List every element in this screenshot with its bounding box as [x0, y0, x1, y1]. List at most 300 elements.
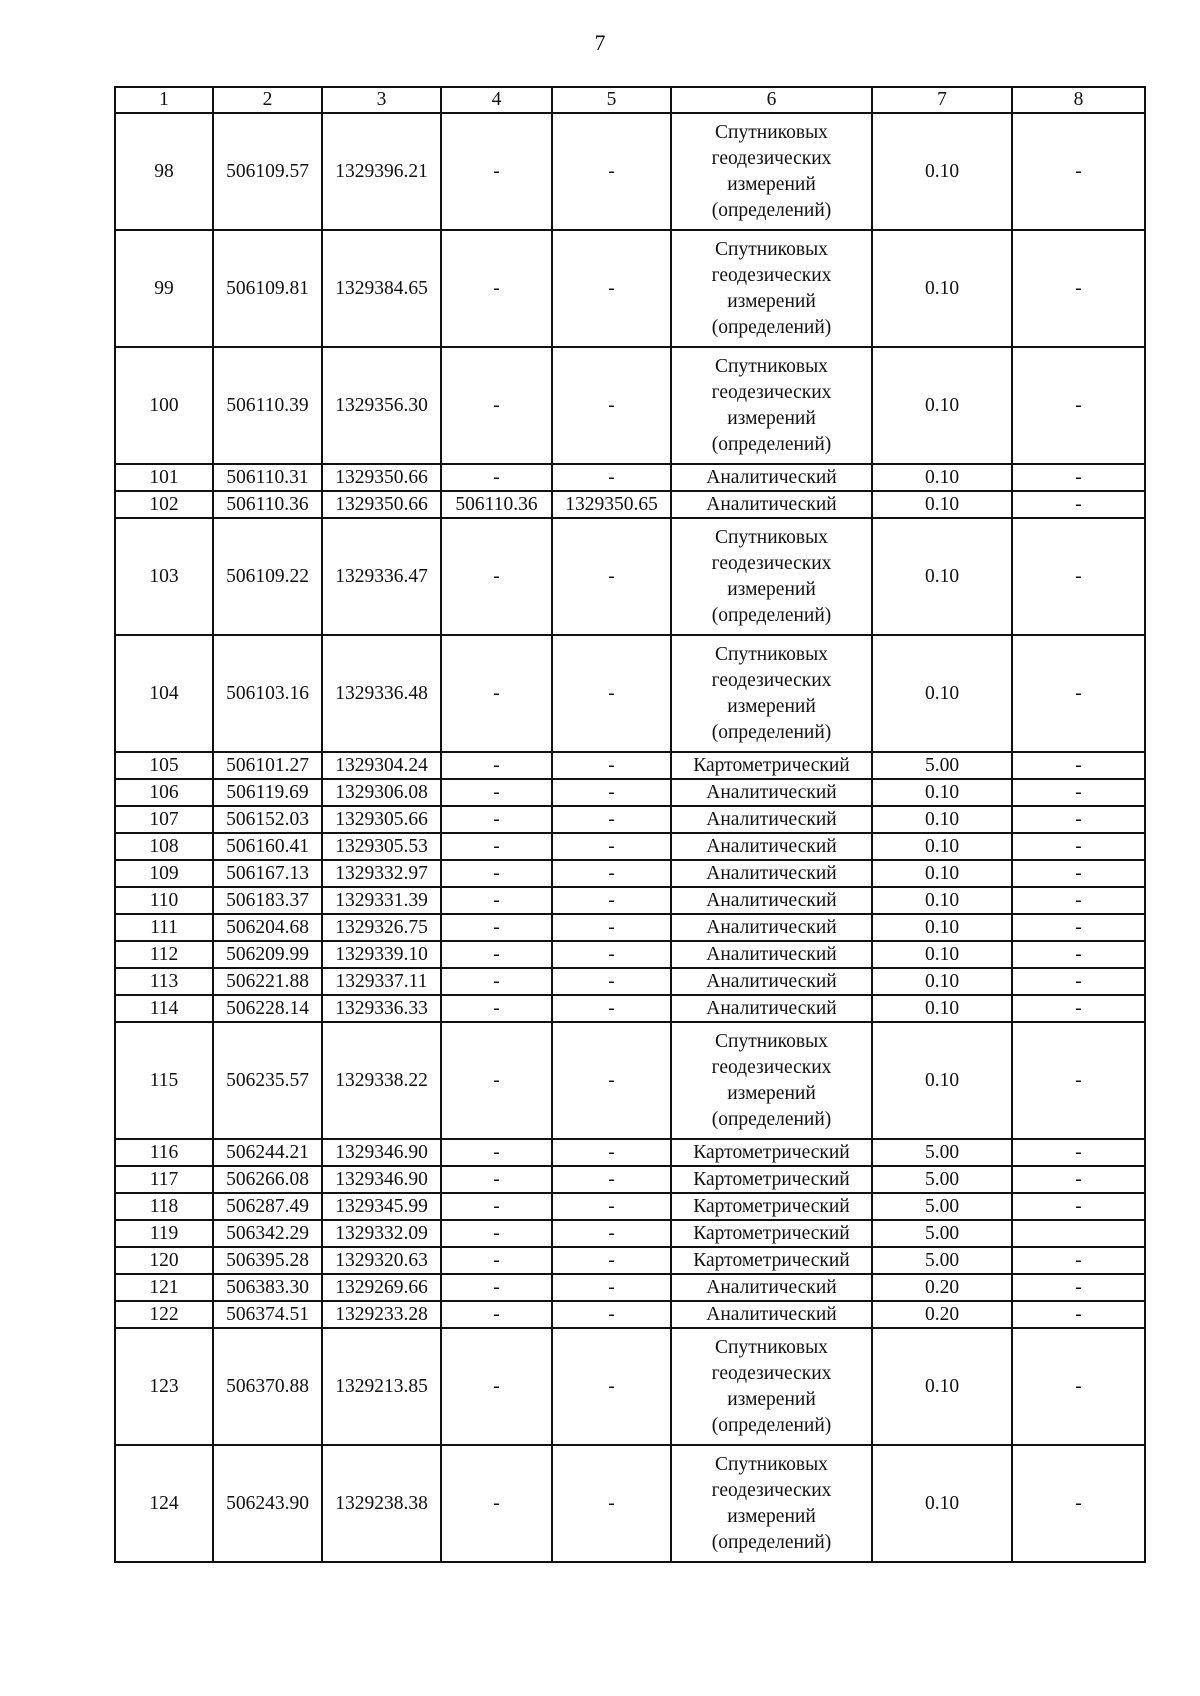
table-row [115, 1220, 1145, 1247]
note-cell: - [1012, 833, 1145, 860]
x-coordinate-cell: 506160.41 [213, 833, 322, 860]
accuracy-cell: 0.10 [872, 995, 1012, 1022]
method-text: Спутниковых [715, 1336, 828, 1358]
method-text: Картометрический [693, 1222, 850, 1244]
method-cell [671, 1166, 872, 1193]
method-text: (определений) [711, 1531, 832, 1553]
method-cell [671, 779, 872, 806]
accuracy-cell: 0.10 [872, 230, 1012, 347]
point-number-cell: 107 [115, 806, 213, 833]
note-cell: - [1012, 1166, 1145, 1193]
point-number-cell: 105 [115, 752, 213, 779]
y-coordinate-cell: 1329350.66 [322, 464, 441, 491]
table-row [115, 1193, 1145, 1220]
table-row [115, 518, 1145, 635]
y-old-coordinate-cell: - [552, 230, 671, 347]
y-coordinate-cell: 1329320.63 [322, 1247, 441, 1274]
y-old-coordinate-cell: - [552, 833, 671, 860]
method-text: измерений [727, 1388, 816, 1410]
x-old-coordinate-cell: - [441, 887, 552, 914]
y-old-coordinate-cell: - [552, 806, 671, 833]
method-text: Спутниковых [715, 1030, 828, 1052]
method-text: Аналитический [706, 466, 837, 488]
y-old-coordinate-cell: - [552, 1328, 671, 1445]
y-old-coordinate-cell: - [552, 113, 671, 230]
y-old-coordinate-cell: 1329350.65 [552, 491, 671, 518]
method-text: измерений [727, 578, 816, 600]
method-text: (определений) [711, 1414, 832, 1436]
table-row [115, 491, 1145, 518]
y-old-coordinate-cell: - [552, 1247, 671, 1274]
x-coordinate-cell: 506383.30 [213, 1274, 322, 1301]
x-old-coordinate-cell: - [441, 968, 552, 995]
accuracy-cell: 5.00 [872, 1220, 1012, 1247]
y-coordinate-cell: 1329213.85 [322, 1328, 441, 1445]
method-cell [671, 1328, 872, 1445]
method-cell [671, 968, 872, 995]
x-coordinate-cell: 506243.90 [213, 1445, 322, 1562]
table-row [115, 806, 1145, 833]
column-header: 5 [552, 87, 671, 113]
x-old-coordinate-cell: - [441, 113, 552, 230]
y-old-coordinate-cell: - [552, 1301, 671, 1328]
x-old-coordinate-cell: - [441, 995, 552, 1022]
y-coordinate-cell: 1329356.30 [322, 347, 441, 464]
y-old-coordinate-cell: - [552, 1139, 671, 1166]
accuracy-cell: 0.20 [872, 1274, 1012, 1301]
note-cell: - [1012, 347, 1145, 464]
x-coordinate-cell: 506244.21 [213, 1139, 322, 1166]
y-old-coordinate-cell: - [552, 779, 671, 806]
x-old-coordinate-cell: - [441, 941, 552, 968]
y-old-coordinate-cell: - [552, 635, 671, 752]
method-text: Спутниковых [715, 643, 828, 665]
x-coordinate-cell: 506110.36 [213, 491, 322, 518]
point-number-cell: 109 [115, 860, 213, 887]
method-cell [671, 1247, 872, 1274]
note-cell: - [1012, 1328, 1145, 1445]
page-number: 7 [594, 30, 606, 55]
y-old-coordinate-cell: - [552, 968, 671, 995]
method-text: Картометрический [693, 1168, 850, 1190]
table-row [115, 113, 1145, 230]
method-cell [671, 1220, 872, 1247]
point-number-cell: 124 [115, 1445, 213, 1562]
x-coordinate-cell: 506209.99 [213, 941, 322, 968]
x-old-coordinate-cell: - [441, 779, 552, 806]
method-text: Спутниковых [715, 526, 828, 548]
column-header: 8 [1012, 87, 1145, 113]
table-row [115, 347, 1145, 464]
note-cell: - [1012, 635, 1145, 752]
accuracy-cell: 0.10 [872, 860, 1012, 887]
point-number-cell: 116 [115, 1139, 213, 1166]
method-cell [671, 995, 872, 1022]
point-number-cell: 103 [115, 518, 213, 635]
x-coordinate-cell: 506110.39 [213, 347, 322, 464]
method-cell [671, 518, 872, 635]
note-cell: - [1012, 1139, 1145, 1166]
note-cell: - [1012, 1193, 1145, 1220]
method-text: геодезических [711, 552, 832, 574]
y-coordinate-cell: 1329337.11 [322, 968, 441, 995]
accuracy-cell: 0.10 [872, 518, 1012, 635]
point-number-cell: 110 [115, 887, 213, 914]
accuracy-cell: 0.10 [872, 1022, 1012, 1139]
note-cell: - [1012, 1022, 1145, 1139]
y-coordinate-cell: 1329304.24 [322, 752, 441, 779]
note-cell: - [1012, 230, 1145, 347]
accuracy-cell: 0.10 [872, 968, 1012, 995]
table-row [115, 968, 1145, 995]
x-coordinate-cell: 506370.88 [213, 1328, 322, 1445]
point-number-cell: 119 [115, 1220, 213, 1247]
note-cell: - [1012, 752, 1145, 779]
x-coordinate-cell: 506119.69 [213, 779, 322, 806]
y-coordinate-cell: 1329305.53 [322, 833, 441, 860]
x-old-coordinate-cell: - [441, 914, 552, 941]
method-text: Аналитический [706, 943, 837, 965]
y-coordinate-cell: 1329336.47 [322, 518, 441, 635]
point-number-cell: 113 [115, 968, 213, 995]
accuracy-cell: 0.10 [872, 914, 1012, 941]
method-text: геодезических [711, 1479, 832, 1501]
note-cell: - [1012, 941, 1145, 968]
point-number-cell: 117 [115, 1166, 213, 1193]
x-old-coordinate-cell: - [441, 1274, 552, 1301]
method-text: измерений [727, 290, 816, 312]
point-number-cell: 98 [115, 113, 213, 230]
point-number-cell: 111 [115, 914, 213, 941]
method-cell [671, 635, 872, 752]
note-cell: - [1012, 914, 1145, 941]
x-coordinate-cell: 506287.49 [213, 1193, 322, 1220]
point-number-cell: 104 [115, 635, 213, 752]
note-cell: - [1012, 779, 1145, 806]
method-cell [671, 887, 872, 914]
table-row [115, 860, 1145, 887]
point-number-cell: 106 [115, 779, 213, 806]
x-old-coordinate-cell: - [441, 1193, 552, 1220]
table-row [115, 995, 1145, 1022]
y-old-coordinate-cell: - [552, 860, 671, 887]
accuracy-cell: 0.10 [872, 113, 1012, 230]
coordinates-table [114, 86, 1146, 1563]
method-text: Аналитический [706, 862, 837, 884]
x-coordinate-cell: 506103.16 [213, 635, 322, 752]
y-coordinate-cell: 1329332.09 [322, 1220, 441, 1247]
accuracy-cell: 0.10 [872, 806, 1012, 833]
y-old-coordinate-cell: - [552, 347, 671, 464]
x-old-coordinate-cell: - [441, 1247, 552, 1274]
y-coordinate-cell: 1329336.33 [322, 995, 441, 1022]
x-old-coordinate-cell: - [441, 1220, 552, 1247]
y-coordinate-cell: 1329238.38 [322, 1445, 441, 1562]
method-cell [671, 113, 872, 230]
accuracy-cell: 5.00 [872, 1247, 1012, 1274]
accuracy-cell: 5.00 [872, 1139, 1012, 1166]
point-number-cell: 121 [115, 1274, 213, 1301]
accuracy-cell: 0.10 [872, 464, 1012, 491]
column-header: 1 [115, 87, 213, 113]
method-text: измерений [727, 1505, 816, 1527]
table-row [115, 1445, 1145, 1562]
note-cell: - [1012, 464, 1145, 491]
accuracy-cell: 5.00 [872, 752, 1012, 779]
method-text: Картометрический [693, 1141, 850, 1163]
table-row [115, 914, 1145, 941]
y-old-coordinate-cell: - [552, 1166, 671, 1193]
accuracy-cell: 0.20 [872, 1301, 1012, 1328]
method-cell [671, 1445, 872, 1562]
table-row [115, 635, 1145, 752]
x-old-coordinate-cell: - [441, 230, 552, 347]
method-text: Аналитический [706, 493, 837, 515]
method-cell [671, 752, 872, 779]
y-old-coordinate-cell: - [552, 518, 671, 635]
method-cell [671, 1139, 872, 1166]
point-number-cell: 112 [115, 941, 213, 968]
note-cell: - [1012, 1247, 1145, 1274]
column-header: 6 [671, 87, 872, 113]
header-row [115, 87, 1145, 113]
method-text: Спутниковых [715, 1453, 828, 1475]
method-text: Картометрический [693, 1195, 850, 1217]
column-header: 7 [872, 87, 1012, 113]
x-coordinate-cell: 506109.22 [213, 518, 322, 635]
x-old-coordinate-cell: - [441, 1301, 552, 1328]
accuracy-cell: 5.00 [872, 1193, 1012, 1220]
y-coordinate-cell: 1329336.48 [322, 635, 441, 752]
method-cell [671, 230, 872, 347]
method-text: геодезических [711, 264, 832, 286]
method-cell [671, 941, 872, 968]
note-cell: - [1012, 113, 1145, 230]
note-cell: - [1012, 1301, 1145, 1328]
x-old-coordinate-cell: - [441, 806, 552, 833]
point-number-cell: 114 [115, 995, 213, 1022]
method-cell [671, 1301, 872, 1328]
column-header: 2 [213, 87, 322, 113]
x-old-coordinate-cell: - [441, 1139, 552, 1166]
y-old-coordinate-cell: - [552, 1220, 671, 1247]
table-row [115, 1247, 1145, 1274]
y-old-coordinate-cell: - [552, 1022, 671, 1139]
y-old-coordinate-cell: - [552, 464, 671, 491]
point-number-cell: 122 [115, 1301, 213, 1328]
method-cell [671, 1193, 872, 1220]
point-number-cell: 118 [115, 1193, 213, 1220]
method-text: геодезических [711, 1362, 832, 1384]
y-coordinate-cell: 1329331.39 [322, 887, 441, 914]
accuracy-cell: 5.00 [872, 1166, 1012, 1193]
table-row [115, 1301, 1145, 1328]
method-cell [671, 491, 872, 518]
y-old-coordinate-cell: - [552, 914, 671, 941]
y-old-coordinate-cell: - [552, 752, 671, 779]
column-header: 3 [322, 87, 441, 113]
x-old-coordinate-cell: - [441, 752, 552, 779]
table-row [115, 464, 1145, 491]
x-old-coordinate-cell: - [441, 464, 552, 491]
table-row [115, 1022, 1145, 1139]
y-coordinate-cell: 1329326.75 [322, 914, 441, 941]
method-text: Аналитический [706, 1303, 837, 1325]
x-coordinate-cell: 506204.68 [213, 914, 322, 941]
method-text: (определений) [711, 316, 832, 338]
method-text: (определений) [711, 199, 832, 221]
accuracy-cell: 0.10 [872, 347, 1012, 464]
table-row [115, 779, 1145, 806]
y-coordinate-cell: 1329233.28 [322, 1301, 441, 1328]
method-cell [671, 464, 872, 491]
x-old-coordinate-cell: - [441, 518, 552, 635]
method-text: измерений [727, 173, 816, 195]
y-coordinate-cell: 1329338.22 [322, 1022, 441, 1139]
x-old-coordinate-cell: 506110.36 [441, 491, 552, 518]
method-text: Аналитический [706, 1276, 837, 1298]
table-row [115, 941, 1145, 968]
method-cell [671, 860, 872, 887]
note-cell: - [1012, 860, 1145, 887]
accuracy-cell: 0.10 [872, 833, 1012, 860]
y-coordinate-cell: 1329339.10 [322, 941, 441, 968]
method-text: Спутниковых [715, 121, 828, 143]
method-text: Спутниковых [715, 238, 828, 260]
method-text: геодезических [711, 147, 832, 169]
x-old-coordinate-cell: - [441, 635, 552, 752]
point-number-cell: 120 [115, 1247, 213, 1274]
note-cell: - [1012, 968, 1145, 995]
method-text: Аналитический [706, 997, 837, 1019]
method-text: Аналитический [706, 916, 837, 938]
x-coordinate-cell: 506167.13 [213, 860, 322, 887]
point-number-cell: 123 [115, 1328, 213, 1445]
method-text: геодезических [711, 669, 832, 691]
table-row [115, 230, 1145, 347]
method-text: Аналитический [706, 808, 837, 830]
accuracy-cell: 0.10 [872, 887, 1012, 914]
y-old-coordinate-cell: - [552, 941, 671, 968]
method-text: Аналитический [706, 835, 837, 857]
y-old-coordinate-cell: - [552, 995, 671, 1022]
point-number-cell: 115 [115, 1022, 213, 1139]
x-old-coordinate-cell: - [441, 1022, 552, 1139]
note-cell: - [1012, 806, 1145, 833]
x-old-coordinate-cell: - [441, 1166, 552, 1193]
method-cell [671, 1274, 872, 1301]
table-row [115, 1328, 1145, 1445]
method-text: Аналитический [706, 970, 837, 992]
accuracy-cell: 0.10 [872, 635, 1012, 752]
table-row [115, 752, 1145, 779]
method-text: Картометрический [693, 1249, 850, 1271]
x-old-coordinate-cell: - [441, 833, 552, 860]
y-coordinate-cell: 1329305.66 [322, 806, 441, 833]
x-coordinate-cell: 506228.14 [213, 995, 322, 1022]
y-old-coordinate-cell: - [552, 887, 671, 914]
method-cell [671, 347, 872, 464]
y-coordinate-cell: 1329345.99 [322, 1193, 441, 1220]
accuracy-cell: 0.10 [872, 1445, 1012, 1562]
y-coordinate-cell: 1329306.08 [322, 779, 441, 806]
x-coordinate-cell: 506266.08 [213, 1166, 322, 1193]
x-coordinate-cell: 506152.03 [213, 806, 322, 833]
x-old-coordinate-cell: - [441, 1445, 552, 1562]
y-old-coordinate-cell: - [552, 1445, 671, 1562]
y-coordinate-cell: 1329396.21 [322, 113, 441, 230]
x-coordinate-cell: 506110.31 [213, 464, 322, 491]
method-cell [671, 1022, 872, 1139]
point-number-cell: 108 [115, 833, 213, 860]
x-coordinate-cell: 506342.29 [213, 1220, 322, 1247]
x-old-coordinate-cell: - [441, 347, 552, 464]
note-cell: - [1012, 1445, 1145, 1562]
x-coordinate-cell: 506183.37 [213, 887, 322, 914]
x-old-coordinate-cell: - [441, 860, 552, 887]
table-row [115, 1274, 1145, 1301]
table-row [115, 833, 1145, 860]
accuracy-cell: 0.10 [872, 779, 1012, 806]
note-cell [1012, 1220, 1145, 1247]
note-cell: - [1012, 1274, 1145, 1301]
y-old-coordinate-cell: - [552, 1274, 671, 1301]
point-number-cell: 100 [115, 347, 213, 464]
method-cell [671, 833, 872, 860]
accuracy-cell: 0.10 [872, 941, 1012, 968]
method-text: измерений [727, 1082, 816, 1104]
method-text: измерений [727, 407, 816, 429]
note-cell: - [1012, 995, 1145, 1022]
x-coordinate-cell: 506109.57 [213, 113, 322, 230]
method-cell [671, 914, 872, 941]
method-text: измерений [727, 695, 816, 717]
x-coordinate-cell: 506221.88 [213, 968, 322, 995]
accuracy-cell: 0.10 [872, 1328, 1012, 1445]
y-coordinate-cell: 1329384.65 [322, 230, 441, 347]
accuracy-cell: 0.10 [872, 491, 1012, 518]
method-text: Аналитический [706, 781, 837, 803]
y-old-coordinate-cell: - [552, 1193, 671, 1220]
x-coordinate-cell: 506235.57 [213, 1022, 322, 1139]
method-text: (определений) [711, 433, 832, 455]
point-number-cell: 99 [115, 230, 213, 347]
method-text: Спутниковых [715, 355, 828, 377]
x-old-coordinate-cell: - [441, 1328, 552, 1445]
method-text: геодезических [711, 381, 832, 403]
x-coordinate-cell: 506101.27 [213, 752, 322, 779]
table-row [115, 1139, 1145, 1166]
point-number-cell: 102 [115, 491, 213, 518]
y-coordinate-cell: 1329346.90 [322, 1139, 441, 1166]
method-text: геодезических [711, 1056, 832, 1078]
x-coordinate-cell: 506109.81 [213, 230, 322, 347]
x-coordinate-cell: 506395.28 [213, 1247, 322, 1274]
table-row [115, 887, 1145, 914]
method-text: (определений) [711, 721, 832, 743]
column-header: 4 [441, 87, 552, 113]
method-text: (определений) [711, 1108, 832, 1130]
y-coordinate-cell: 1329332.97 [322, 860, 441, 887]
table-row [115, 1166, 1145, 1193]
note-cell: - [1012, 887, 1145, 914]
method-cell [671, 806, 872, 833]
point-number-cell: 101 [115, 464, 213, 491]
method-text: Аналитический [706, 889, 837, 911]
y-coordinate-cell: 1329269.66 [322, 1274, 441, 1301]
x-coordinate-cell: 506374.51 [213, 1301, 322, 1328]
y-coordinate-cell: 1329350.66 [322, 491, 441, 518]
